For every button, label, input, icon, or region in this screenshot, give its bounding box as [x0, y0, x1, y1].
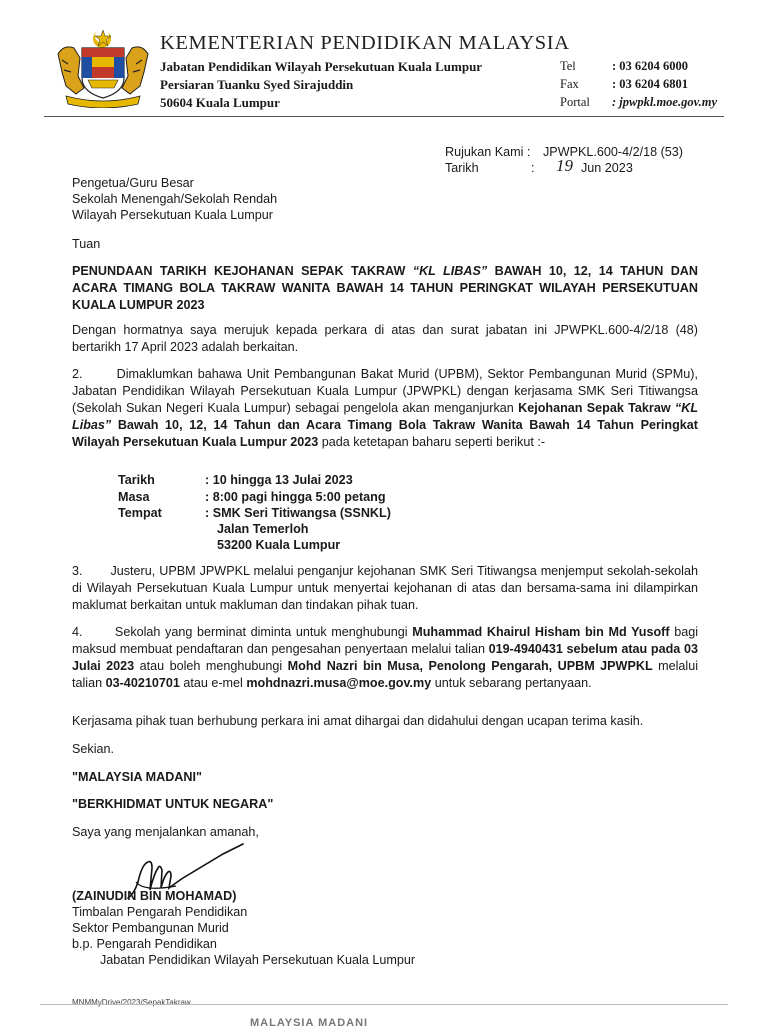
- schedule-time-label: Masa: [118, 490, 150, 504]
- reference-label: Rujukan Kami :: [445, 145, 531, 159]
- cutoff-footer-text: MALAYSIA MADANI: [250, 1017, 369, 1029]
- recipient-line-3: Wilayah Persekutuan Kuala Lumpur: [72, 208, 273, 222]
- recipient-line-1: Pengetua/Guru Besar: [72, 176, 194, 190]
- ministry-name: KEMENTERIAN PENDIDIKAN MALAYSIA: [160, 32, 570, 54]
- paragraph-3: 3. Justeru, UPBM JPWPKL melalui penganjur kejohanan SMK Seri Titiwangsa menjemput sekolah-sekolah di Wilayah Persekutuan Kuala Lumpur untuk menyertai kejohanan di atas dan bersama-sama ini dilampirkan maklumat berkaitan untuk makluman dan tindakan pihak tuan.: [72, 564, 698, 612]
- fax-label: Fax: [560, 77, 579, 91]
- motto-malaysia-madani: "MALAYSIA MADANI": [72, 770, 202, 784]
- date-handwritten-day: 19: [556, 156, 573, 175]
- portal-value: : jpwpkl.moe.gov.my: [612, 95, 718, 109]
- venue-street: Jalan Temerloh: [217, 522, 309, 536]
- paragraph-4: 4. Sekolah yang berminat diminta untuk menghubungi Muhammad Khairul Hisham bin Md Yusoff bagi maksud membuat pendaftaran dan pengesahan penyertaan melalui talian 019-4940431 sebelum atau pada 03 Julai 2023 atau boleh menghubungi Mohd Nazri bin Musa, Penolong Pengarah, UPBM JPWPKL melalui talian 03-40210701 atau e-mel mohdnazri.musa@moe.gov.my untuk sebarang pertanyaan.: [72, 625, 699, 690]
- paragraph-5: Kerjasama pihak tuan berhubung perkara ini amat dihargai dan didahului dengan ucapan terima kasih.: [72, 714, 644, 728]
- date-label: Tarikh: [445, 161, 479, 175]
- signatory-title-4: Jabatan Pendidikan Wilayah Persekutuan Kuala Lumpur: [100, 953, 416, 967]
- salutation: Tuan: [72, 237, 101, 251]
- sign-off: Saya yang menjalankan amanah,: [72, 825, 259, 839]
- tel-label: Tel: [560, 59, 576, 73]
- signatory-name: (ZAINUDIN BIN MOHAMAD): [72, 889, 237, 903]
- date-colon: :: [531, 161, 535, 175]
- letterhead-divider: [44, 116, 724, 117]
- schedule-date-value: : 10 hingga 13 Julai 2023: [205, 473, 353, 487]
- address-line-1: Jabatan Pendidikan Wilayah Persekutuan Kuala Lumpur: [160, 59, 483, 74]
- schedule-time-value: : 8:00 pagi hingga 5:00 petang: [205, 490, 386, 504]
- closing-sekian: Sekian.: [72, 742, 115, 756]
- tel-value: : 03 6204 6000: [612, 59, 689, 73]
- schedule-venue-value: : SMK Seri Titiwangsa (SSNKL): [205, 506, 391, 520]
- signatory-title-2: Sektor Pembangunan Murid: [72, 921, 229, 935]
- signatory-title-1: Timbalan Pengarah Pendidikan: [72, 905, 248, 919]
- malaysia-coat-of-arms-icon: [52, 28, 154, 108]
- subject-heading: PENUNDAAN TARIKH KEJOHANAN SEPAK TAKRAW “KL LIBAS” BAWAH 10, 12, 14 TAHUN DAN ACARA TIMANG BOLA TAKRAW WANITA BAWAH 14 TAHUN PERINGKAT WILAYAH PERSEKUTUAN KUALA LUMPUR 2023: [72, 264, 698, 312]
- signatory-title-3: b.p. Pengarah Pendidikan: [72, 937, 217, 951]
- address-line-3: 50604 Kuala Lumpur: [160, 95, 280, 110]
- paragraph-1: Dengan hormatnya saya merujuk kepada perkara di atas dan surat jabatan ini JPWPKL.600-4/2/18 (48) bertarikh 17 April 2023 adalah berkaitan.: [72, 323, 698, 354]
- portal-label: Portal: [560, 95, 590, 109]
- schedule-venue-label: Tempat: [118, 506, 162, 520]
- recipient-line-2: Sekolah Menengah/Sekolah Rendah: [72, 192, 278, 206]
- address-line-2: Persiaran Tuanku Syed Sirajuddin: [160, 77, 354, 92]
- fax-value: : 03 6204 6801: [612, 77, 689, 91]
- venue-postcode: 53200 Kuala Lumpur: [217, 538, 341, 552]
- motto-berkhidmat: "BERKHIDMAT UNTUK NEGARA": [72, 797, 274, 811]
- reference-value: JPWPKL.600-4/2/18 (53): [543, 145, 684, 159]
- footer-reference: MNMMyDrive/2023/SepakTakraw: [72, 998, 191, 1007]
- date-value: Jun 2023: [581, 161, 633, 175]
- paragraph-2: 2. Dimaklumkan bahawa Unit Pembangunan Bakat Murid (UPBM), Sektor Pembangunan Murid (SPMu), Jabatan Pendidikan Wilayah Persekutuan Kuala Lumpur (JPWPKL) dengan kerjasama SMK Seri Titiwangsa (Sekolah Sukan Negeri Kuala Lumpur) sebagai pengelola akan menganjurkan Kejohanan Sepak Takraw “KL Libas” Bawah 10, 12, 14 Tahun dan Acara Timang Bola Takraw Wanita Bawah 14 Tahun Peringkat Wilayah Persekutuan Kuala Lumpur 2023 pada ketetapan baharu seperti berikut :-: [72, 367, 699, 449]
- schedule-date-label: Tarikh: [118, 473, 155, 487]
- page-bottom-divider: [40, 1004, 728, 1005]
